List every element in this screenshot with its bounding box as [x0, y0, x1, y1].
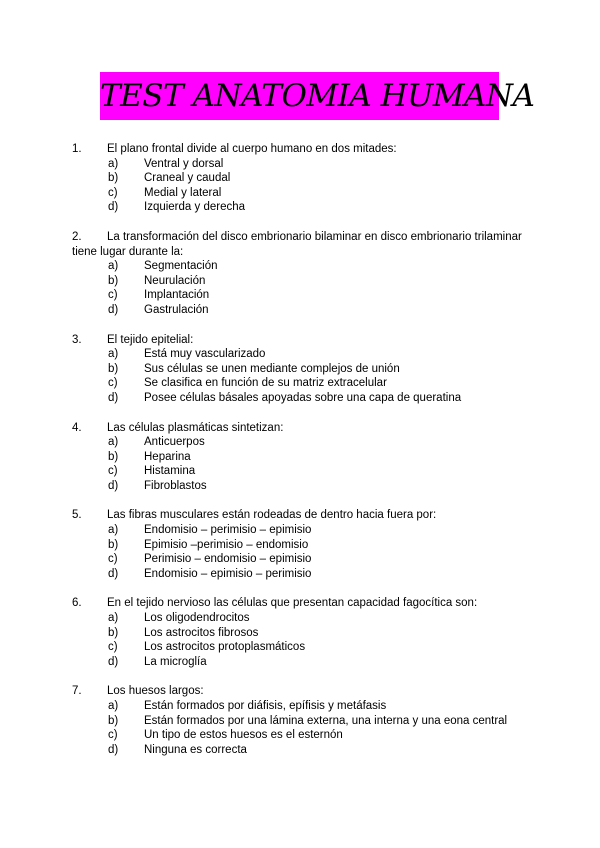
option-text: Los astrocitos protoplasmáticos — [144, 641, 306, 654]
option-text: Endomisio – epimisio – perimisio — [144, 567, 312, 580]
answer-option — [108, 171, 542, 186]
option-text: Los oligodendrocitos — [144, 612, 250, 625]
option-text: Implantación — [144, 289, 210, 302]
option-text: Se clasifica en función de su matriz extracelular — [144, 377, 387, 390]
answer-option — [108, 274, 542, 289]
option-letter: a) — [108, 348, 119, 361]
question-stem — [72, 508, 542, 523]
question-text: En el tejido nervioso las células que presentan capacidad fagocítica son: — [107, 597, 478, 610]
answer-option — [108, 464, 542, 479]
answer-option — [108, 523, 542, 538]
question-text: Los huesos largos: — [107, 685, 204, 698]
option-text: Epimisio –perimisio – endomisio — [144, 538, 309, 551]
option-text: Neurulación — [144, 274, 206, 287]
option-letter: d) — [108, 567, 119, 580]
option-letter: d) — [108, 391, 119, 404]
answer-option — [108, 728, 542, 743]
question-number: 3. — [72, 333, 82, 346]
answer-option — [108, 435, 542, 450]
question-5 — [72, 508, 542, 581]
option-text: Ventral y dorsal — [144, 157, 224, 170]
option-letter: b) — [108, 362, 119, 375]
answer-option — [108, 655, 542, 670]
option-text: La microglía — [144, 655, 207, 668]
question-3 — [72, 333, 542, 406]
question-number: 2. — [72, 230, 82, 243]
option-letter: c) — [108, 289, 118, 302]
question-2 — [72, 230, 542, 318]
question-stem — [72, 230, 542, 245]
question-text: Las fibras musculares están rodeadas de dentro hacia fuera por: — [107, 509, 437, 522]
option-text: Heparina — [144, 450, 191, 463]
option-letter: b) — [108, 714, 119, 727]
option-letter: a) — [108, 157, 119, 170]
option-letter: c) — [108, 377, 118, 390]
answer-option — [108, 391, 542, 406]
question-text: Las células plasmáticas sintetizan: — [107, 421, 284, 434]
option-text: Sus células se unen mediante complejos de unión — [144, 362, 400, 375]
answer-option — [108, 259, 542, 274]
option-text: Perimisio – endomisio – epimisio — [144, 553, 312, 566]
option-letter: b) — [108, 538, 119, 551]
option-text: Ninguna es correcta — [144, 743, 247, 756]
answer-option — [108, 567, 542, 582]
question-number: 6. — [72, 597, 82, 610]
option-text: Medial y lateral — [144, 186, 222, 199]
option-letter: d) — [108, 201, 119, 214]
option-text: Están formados por diáfisis, epífisis y metáfasis — [144, 700, 387, 712]
question-stem — [72, 684, 542, 699]
question-stem — [72, 333, 542, 348]
option-letter: b) — [108, 450, 119, 463]
answer-option — [108, 376, 542, 391]
option-letter: c) — [108, 641, 118, 654]
question-stem — [72, 142, 542, 157]
question-list — [72, 142, 542, 772]
answer-option — [108, 200, 542, 215]
option-letter: c) — [108, 465, 118, 478]
option-letter: a) — [108, 436, 119, 449]
question-number: 1. — [72, 143, 82, 155]
option-letter: a) — [108, 524, 119, 537]
option-letter: c) — [108, 729, 118, 742]
option-letter: b) — [108, 626, 119, 639]
answer-option — [108, 743, 542, 758]
option-text: Posee células básales apoyadas sobre una capa de queratina — [144, 391, 462, 404]
option-text: Los astrocitos fibrosos — [144, 626, 259, 639]
answer-option — [108, 640, 542, 655]
option-text: Está muy vascularizado — [144, 348, 266, 361]
answer-option — [108, 552, 542, 567]
option-letter: b) — [108, 274, 119, 287]
question-text-continuation: tiene lugar durante la: — [72, 245, 184, 258]
answer-option — [108, 479, 542, 494]
option-letter: a) — [108, 700, 119, 712]
question-number: 4. — [72, 421, 82, 434]
answer-option — [108, 303, 542, 318]
option-letter: d) — [108, 479, 119, 492]
question-1 — [72, 142, 542, 215]
question-4 — [72, 421, 542, 494]
option-letter: b) — [108, 172, 119, 185]
answer-option — [108, 450, 542, 465]
question-text: El plano frontal divide al cuerpo humano en dos mitades: — [107, 143, 397, 155]
question-7 — [72, 684, 542, 757]
option-letter: c) — [108, 553, 118, 566]
answer-option — [108, 538, 542, 553]
question-number: 5. — [72, 509, 82, 522]
option-text: Están formados por una lámina externa, una interna y una eona central — [144, 714, 508, 727]
question-stem — [72, 421, 542, 436]
option-text: Endomisio – perimisio – epimisio — [144, 524, 312, 537]
option-letter: c) — [108, 186, 118, 199]
option-text: Fibroblastos — [144, 479, 207, 492]
option-text: Segmentación — [144, 260, 218, 273]
answer-option — [108, 186, 542, 201]
title-banner — [100, 72, 535, 120]
answer-option — [108, 626, 542, 641]
question-text: La transformación del disco embrionario bilaminar en disco embrionario trilaminar — [107, 230, 522, 243]
option-letter: d) — [108, 655, 119, 668]
page-title: TEST ANATOMIA HUMANA — [100, 78, 535, 114]
option-text: Anticuerpos — [144, 436, 205, 449]
answer-option — [108, 288, 542, 303]
answer-option — [108, 714, 542, 729]
option-text: Un tipo de estos huesos es el esternón — [144, 729, 343, 742]
question-text: El tejido epitelial: — [107, 333, 194, 346]
answer-option — [108, 699, 542, 714]
answer-option — [108, 362, 542, 377]
option-text: Craneal y caudal — [144, 172, 231, 185]
option-letter: a) — [108, 260, 119, 273]
answer-option — [108, 157, 542, 172]
option-text: Histamina — [144, 465, 196, 478]
answer-option — [108, 611, 542, 626]
option-letter: d) — [108, 303, 119, 316]
option-text: Izquierda y derecha — [144, 201, 246, 214]
question-6 — [72, 596, 542, 669]
question-number: 7. — [72, 685, 82, 698]
question-stem — [72, 596, 542, 611]
option-text: Gastrulación — [144, 303, 209, 316]
option-letter: a) — [108, 612, 119, 625]
option-letter: d) — [108, 743, 119, 756]
answer-option — [108, 347, 542, 362]
